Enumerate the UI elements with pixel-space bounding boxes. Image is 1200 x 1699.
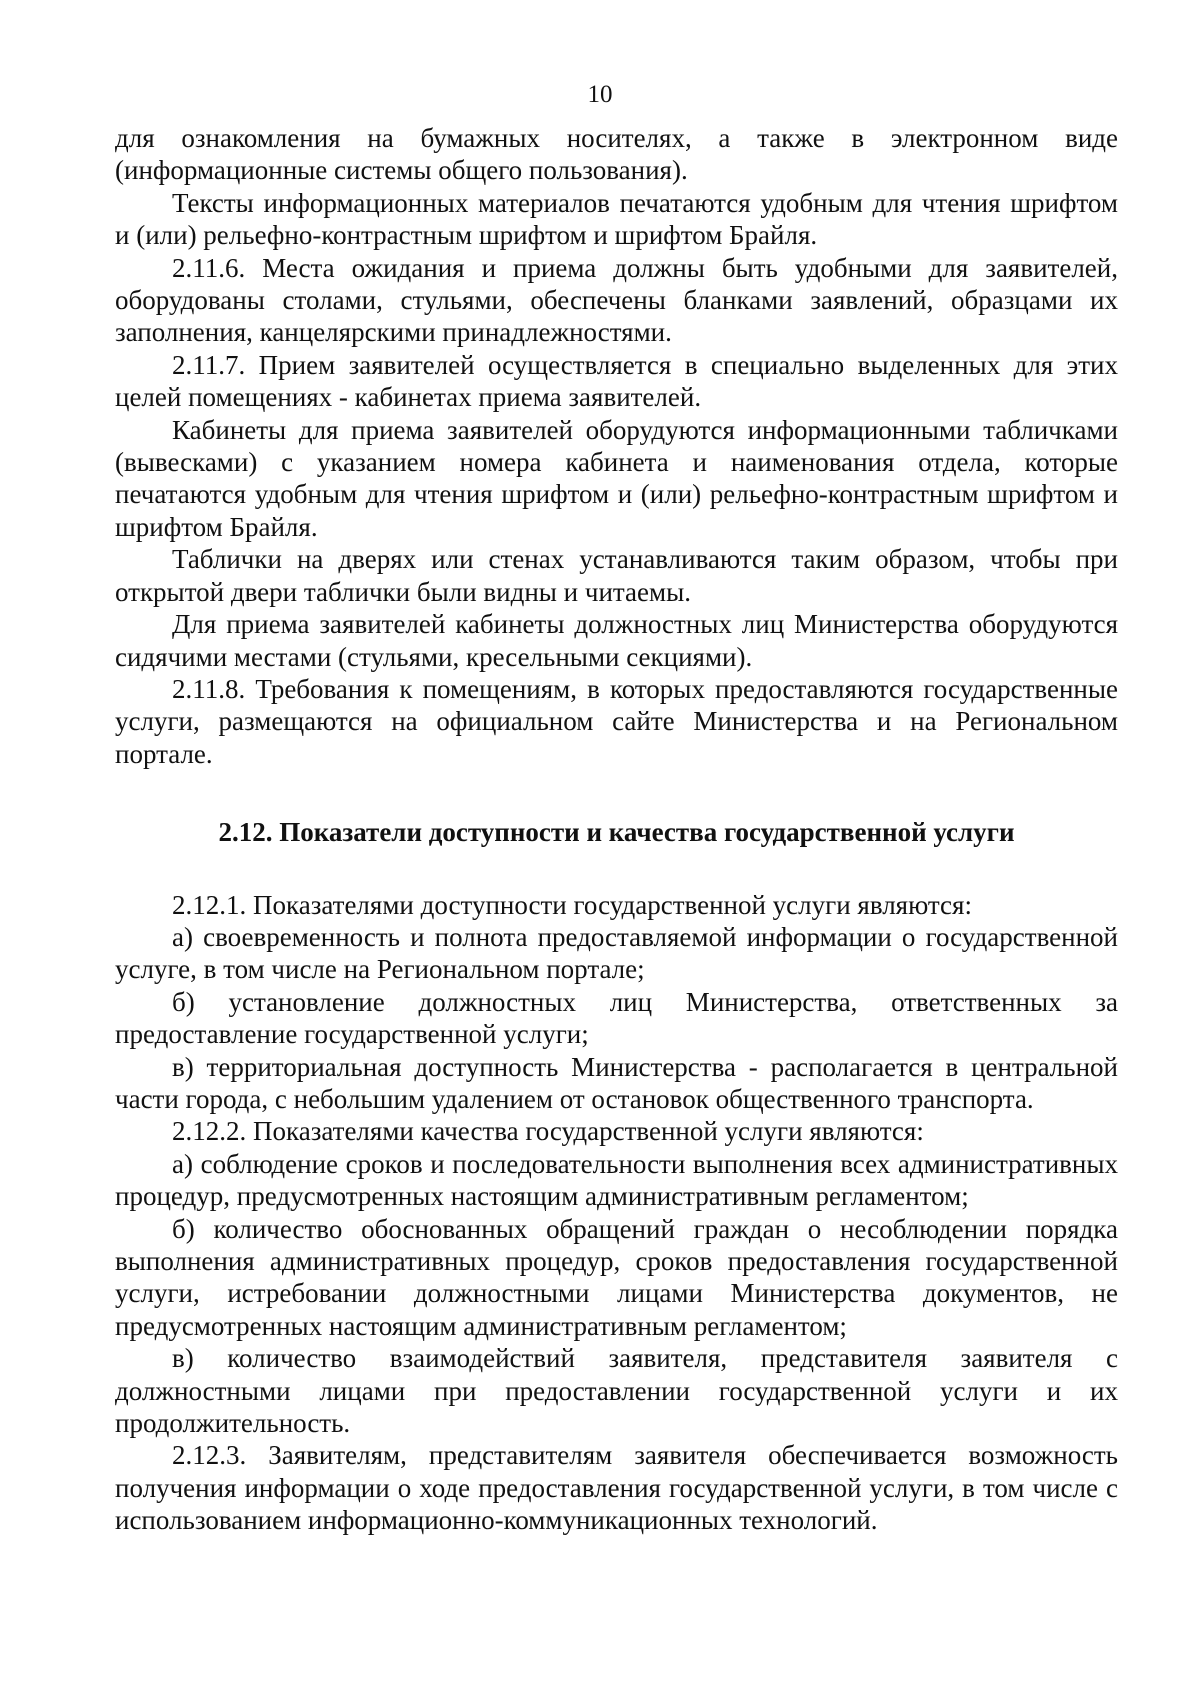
list-item-b: б) установление должностных лиц Министерства, ответственных за предоставление государственной услуги;	[115, 986, 1118, 1050]
document-body	[115, 122, 1118, 1537]
list-item-a: а) соблюдение сроков и последовательности выполнения всех административных процедур, предусмотренных настоящим административным регламентом;	[115, 1148, 1118, 1212]
paragraph-2-11-8: 2.11.8. Требования к помещениям, в которых предоставляются государственные услуги, размещаются на официальном сайте Министерства и на Региональном портале.	[115, 673, 1118, 769]
list-item-v: в) территориальная доступность Министерства - располагается в центральной части города, с небольшим удалением от остановок общественного транспорта.	[115, 1051, 1118, 1114]
page-number: 10	[587, 81, 613, 108]
list-item-b: б) количество обоснованных обращений граждан о несоблюдении порядка выполнения административных процедур, сроков предоставления государственной услуги, истребовании должностными лицами Министерства документов, не предусмотренных настоящим административным регламентом;	[115, 1213, 1118, 1341]
list-item-a: а) своевременность и полнота предоставляемой информации о государственной услуге, в том числе на Региональном портале;	[115, 921, 1118, 985]
paragraph-2-12-2: 2.12.2. Показателями качества государственной услуги являются:	[172, 1116, 924, 1147]
list-item-v: в) количество взаимодействий заявителя, представителя заявителя с должностными лицами при предоставлении государственной услуги и их продолжительность.	[115, 1343, 1118, 1439]
paragraph-cabinets: Кабинеты для приема заявителей оборудуются информационными табличками (вывесками) с указанием номера кабинета и наименования отдела, которые печатаются удобным для чтения шрифтом и (или) рельефно-контрастным шрифтом и шрифтом Брайля.	[115, 414, 1118, 542]
paragraph-signs: Таблички на дверях или стенах устанавливаются таким образом, чтобы при открытой двери таблички были видны и читаемы.	[115, 544, 1118, 607]
paragraph-2-12-3: 2.12.3. Заявителям, представителям заявителя обеспечивается возможность получения информации о ходе предоставления государственной услуги, в том числе с использованием информационно-коммуникационных технологий.	[115, 1440, 1118, 1536]
paragraph-2-11-6: 2.11.6. Места ожидания и приема должны быть удобными для заявителей, оборудованы столами, стульями, обеспечены бланками заявлений, образцами их заполнения, канцелярскими принадлежностями.	[115, 252, 1118, 348]
paragraph-2-12-1: 2.12.1. Показателями доступности государственной услуги являются:	[172, 889, 972, 920]
paragraph-2-11-7: 2.11.7. Прием заявителей осуществляется в специально выделенных для этих целей помещениях - кабинетах приема заявителей.	[115, 349, 1118, 413]
section-heading: 2.12. Показатели доступности и качества государственной услуги	[218, 817, 1015, 848]
paragraph-fonts: Тексты информационных материалов печатаются удобным для чтения шрифтом и (или) рельефно-контрастным шрифтом и шрифтом Брайля.	[115, 187, 1118, 251]
paragraph-continuation: для ознакомления на бумажных носителях, а также в электронном виде (информационные системы общего пользования).	[115, 123, 1118, 186]
paragraph-seating: Для приема заявителей кабинеты должностных лиц Министерства оборудуются сидячими местами (стульями, кресельными секциями).	[115, 609, 1118, 672]
